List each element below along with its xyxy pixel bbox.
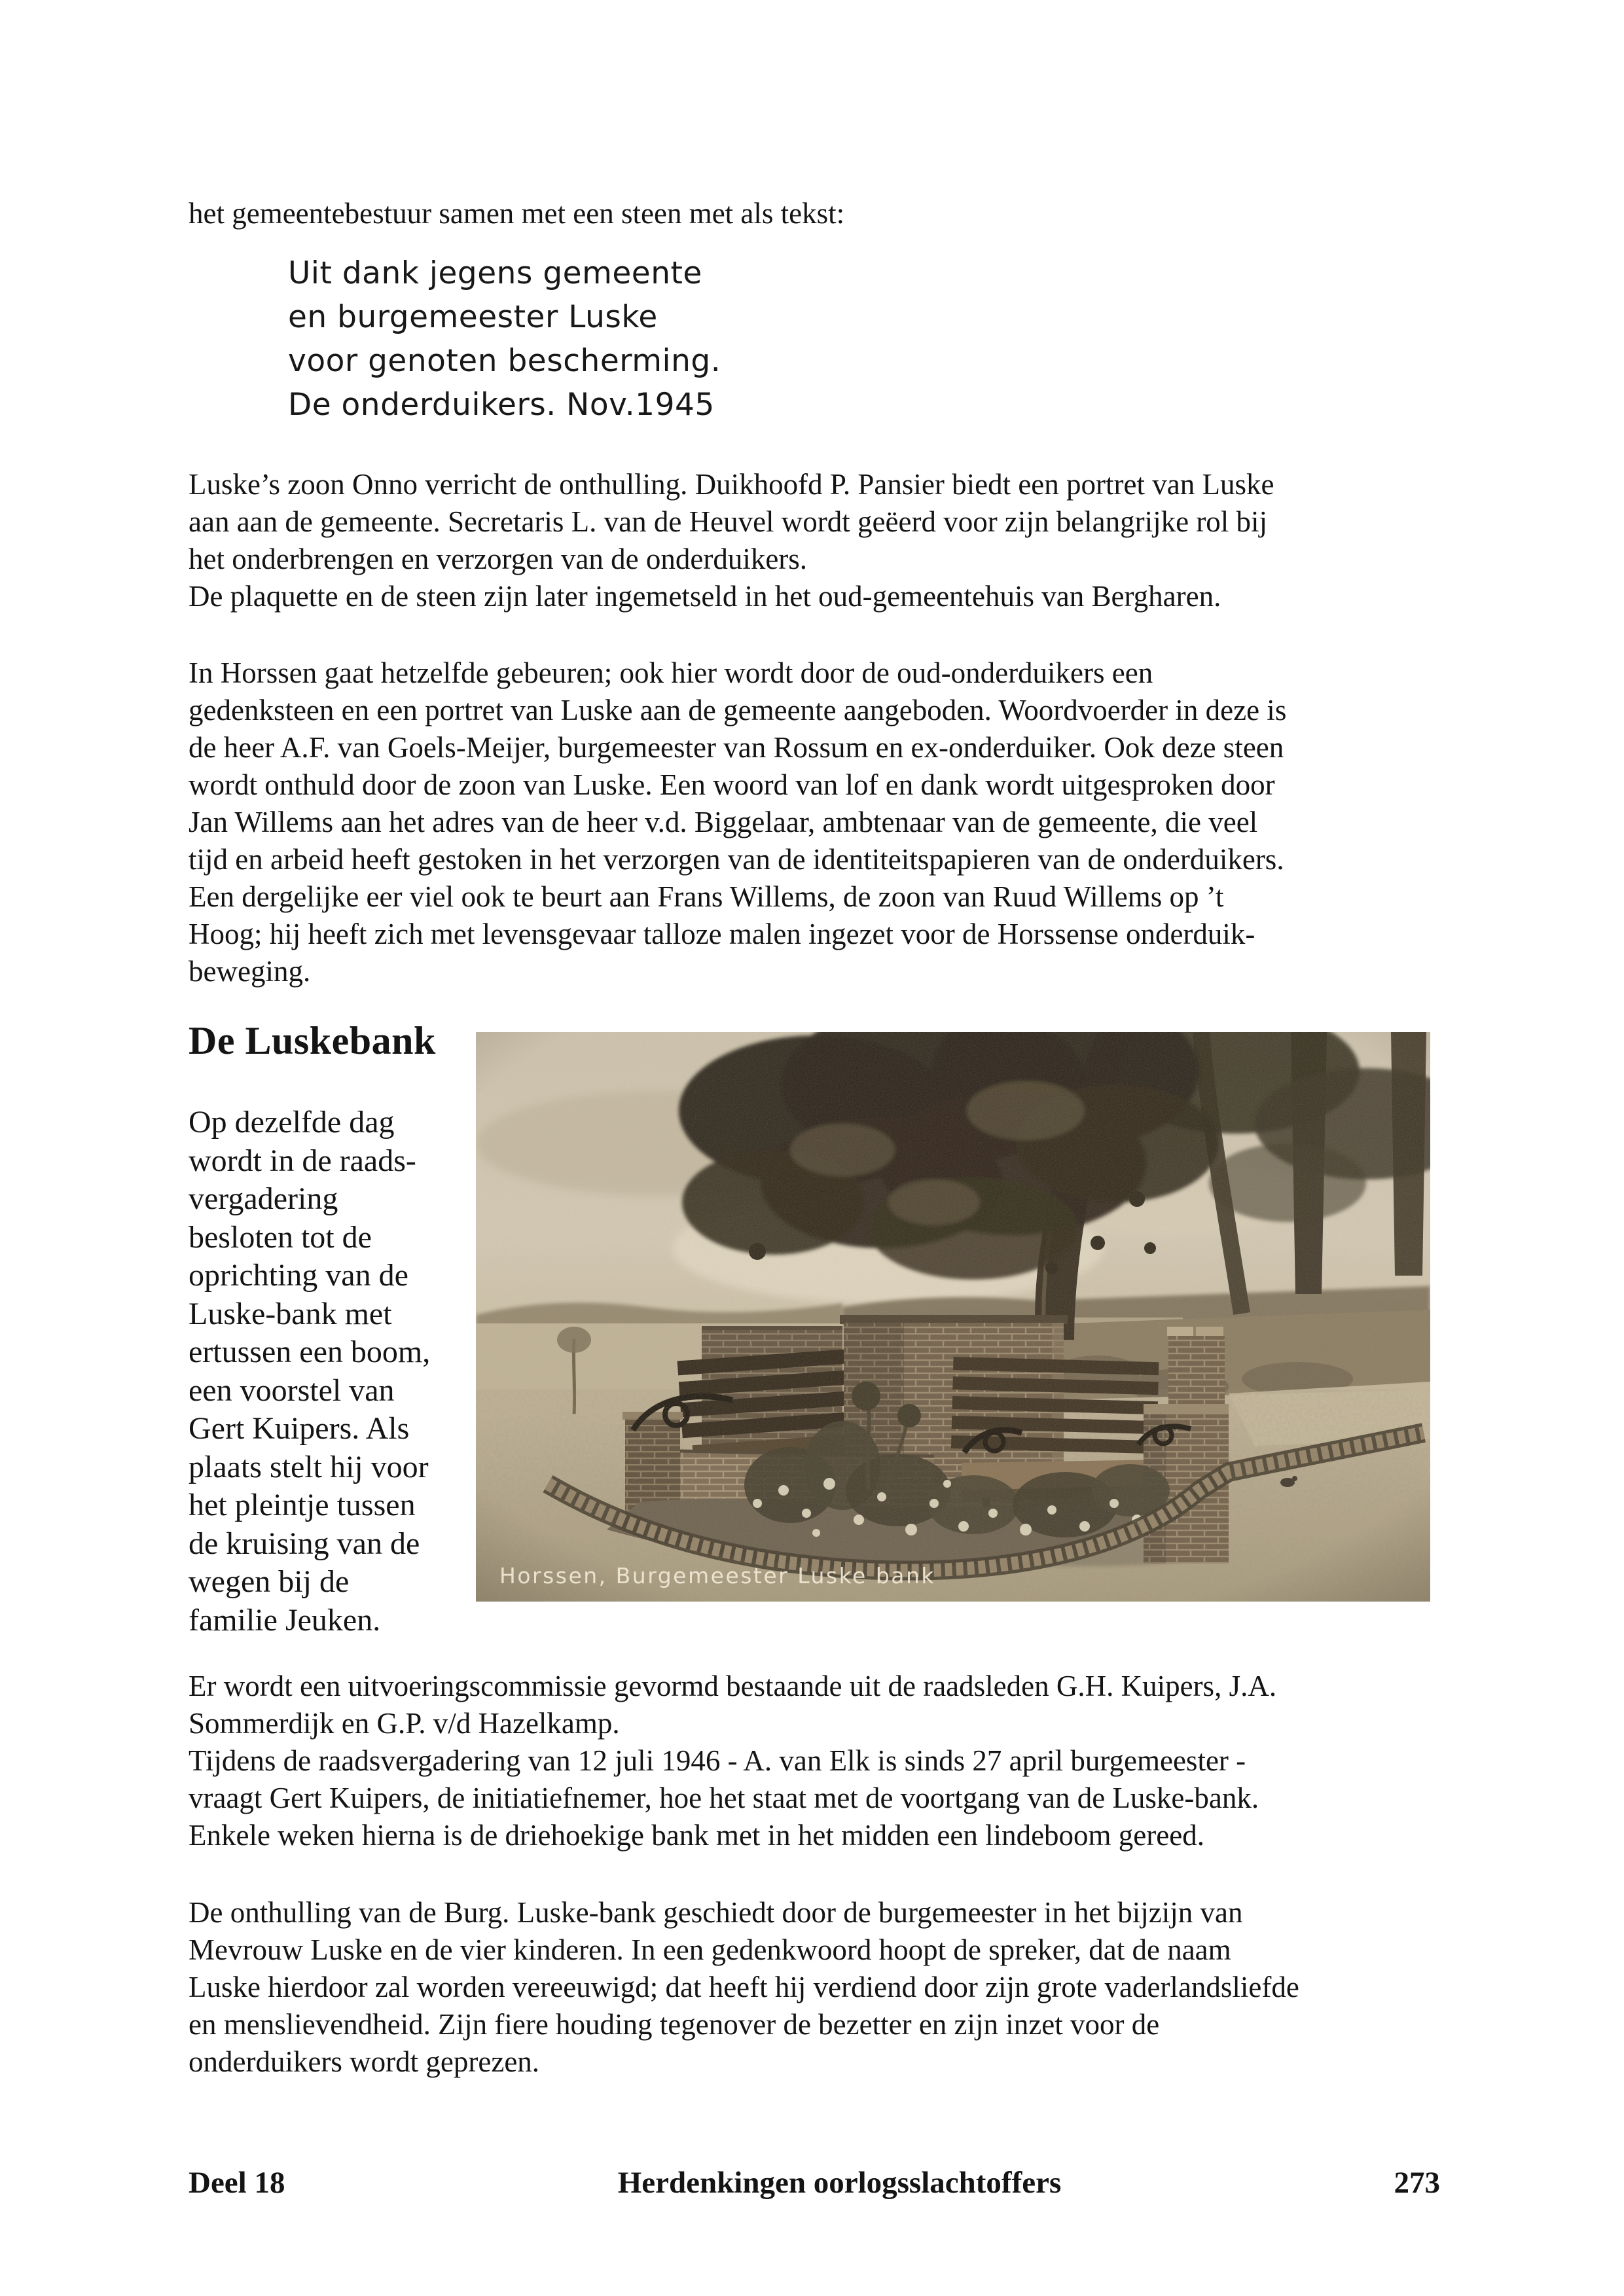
luskebank-photo (476, 1032, 1430, 1602)
text-line: Mevrouw Luske en de vier kinderen. In een gedenkwoord hoopt de spreker, dat de naam (189, 1933, 1231, 1966)
text-line: wordt in de raads- (189, 1143, 416, 1178)
text-line: Luske’s zoon Onno verricht de onthulling. Duikhoofd P. Pansier biedt een portret van Luske (189, 468, 1274, 501)
text-line: een voorstel van (189, 1372, 395, 1408)
text-line: gedenksteen en een portret van Luske aan de gemeente aangeboden. Woordvoerder in deze is (189, 694, 1287, 726)
footer-page-number: 273 (1394, 2166, 1440, 2200)
text-line: Op dezelfde dag (189, 1105, 395, 1139)
footer-part-label: Deel 18 (189, 2166, 285, 2200)
text-line: aan aan de gemeente. Secretaris L. van de Heuvel wordt geëerd voor zijn belangrijke rol bij (189, 505, 1268, 538)
text-line: het gemeentebestuur samen met een steen met als tekst: (189, 197, 845, 230)
text-line: Hoog; hij heeft zich met levensgevaar talloze malen ingezet voor de Horssense onderduik- (189, 918, 1255, 950)
text-line: vergadering (189, 1181, 338, 1216)
text-line: vraagt Gert Kuipers, de initiatiefnemer, hoe het staat met de voortgang van de Luske-bank. (189, 1782, 1259, 1814)
luskebank-photo-art (476, 1032, 1430, 1602)
paragraph-bank-unveiling (189, 1894, 1299, 2081)
text-line: Sommerdijk en G.P. v/d Hazelkamp. (189, 1707, 620, 1740)
text-line: Er wordt een uitvoeringscommissie gevormd bestaande uit de raadsleden G.H. Kuipers, J.A. (189, 1670, 1277, 1702)
text-line: en burgemeester Luske (288, 299, 658, 335)
text-line: familie Jeuken. (189, 1602, 381, 1638)
text-line: voor genoten bescherming. (288, 343, 721, 379)
text-line: Uit dank jegens gemeente (288, 255, 702, 291)
text-line: De onderduikers. Nov.1945 (288, 387, 715, 423)
text-line: De onthulling van de Burg. Luske-bank geschiedt door de burgemeester in het bijzijn van (189, 1896, 1243, 1929)
text-line: besloten tot de (189, 1219, 372, 1255)
text-line: wegen bij de (189, 1564, 350, 1599)
stone-inscription (288, 251, 721, 427)
text-line: Tijdens de raadsvergadering van 12 juli 1946 - A. van Elk is sinds 27 april burgemeester - (189, 1744, 1246, 1777)
text-line: de kruising van de (189, 1526, 420, 1561)
footer-chapter-title: Herdenkingen oorlogsslachtoffers (617, 2166, 1062, 2200)
text-line: de heer A.F. van Goels-Meijer, burgemeester van Rossum en ex-onderduiker. Ook deze steen (189, 731, 1284, 764)
section-title: De Luskebank (189, 1019, 436, 1062)
paragraph-unveiling (189, 466, 1274, 615)
text-line: plaats stelt hij voor (189, 1449, 429, 1484)
text-line: ertussen een boom, (189, 1335, 431, 1369)
text-line: In Horssen gaat hetzelfde gebeuren; ook hier wordt door de oud-onderduikers een (189, 656, 1153, 689)
text-line: Luske hierdoor zal worden vereeuwigd; dat heeft hij verdiend door zijn grote vaderlandsliefde (189, 1971, 1299, 2003)
text-line: Luske-bank met (189, 1296, 392, 1331)
text-line: Jan Willems aan het adres van de heer v.d. Biggelaar, ambtenaar van de gemeente, die veel (189, 806, 1258, 838)
paragraph-commission (189, 1668, 1276, 1854)
left-column-text (189, 1103, 430, 1640)
text-line: het onderbrengen en verzorgen van de onderduikers. (189, 543, 808, 575)
text-line: Gert Kuipers. Als (189, 1411, 410, 1446)
text-line: Enkele weken hierna is de driehoekige bank met in het midden een lindeboom gereed. (189, 1819, 1204, 1852)
text-line: het pleintje tussen (189, 1488, 416, 1522)
text-line: De plaquette en de steen zijn later ingemetseld in het oud-gemeentehuis van Bergharen. (189, 580, 1221, 613)
text-line: Een dergelijke eer viel ook te beurt aan Frans Willems, de zoon van Ruud Willems op ’t (189, 880, 1224, 913)
text-line: en menslievendheid. Zijn fiere houding tegenover de bezetter en zijn inzet voor de (189, 2008, 1160, 2041)
paragraph-horssen (189, 655, 1286, 990)
photo-caption: Horssen, Burgemeester Luske bank (499, 1563, 936, 1588)
text-line: onderduikers wordt geprezen. (189, 2045, 540, 2078)
paragraph-intro (189, 195, 844, 232)
text-line: tijd en arbeid heeft gestoken in het verzorgen van de identiteitspapieren van de onderduikers. (189, 843, 1284, 876)
text-line: oprichting van de (189, 1258, 408, 1293)
text-line: beweging. (189, 955, 311, 988)
page-footer (189, 2165, 1440, 2200)
text-line: wordt onthuld door de zoon van Luske. Een woord van lof en dank wordt uitgesproken door (189, 768, 1275, 801)
